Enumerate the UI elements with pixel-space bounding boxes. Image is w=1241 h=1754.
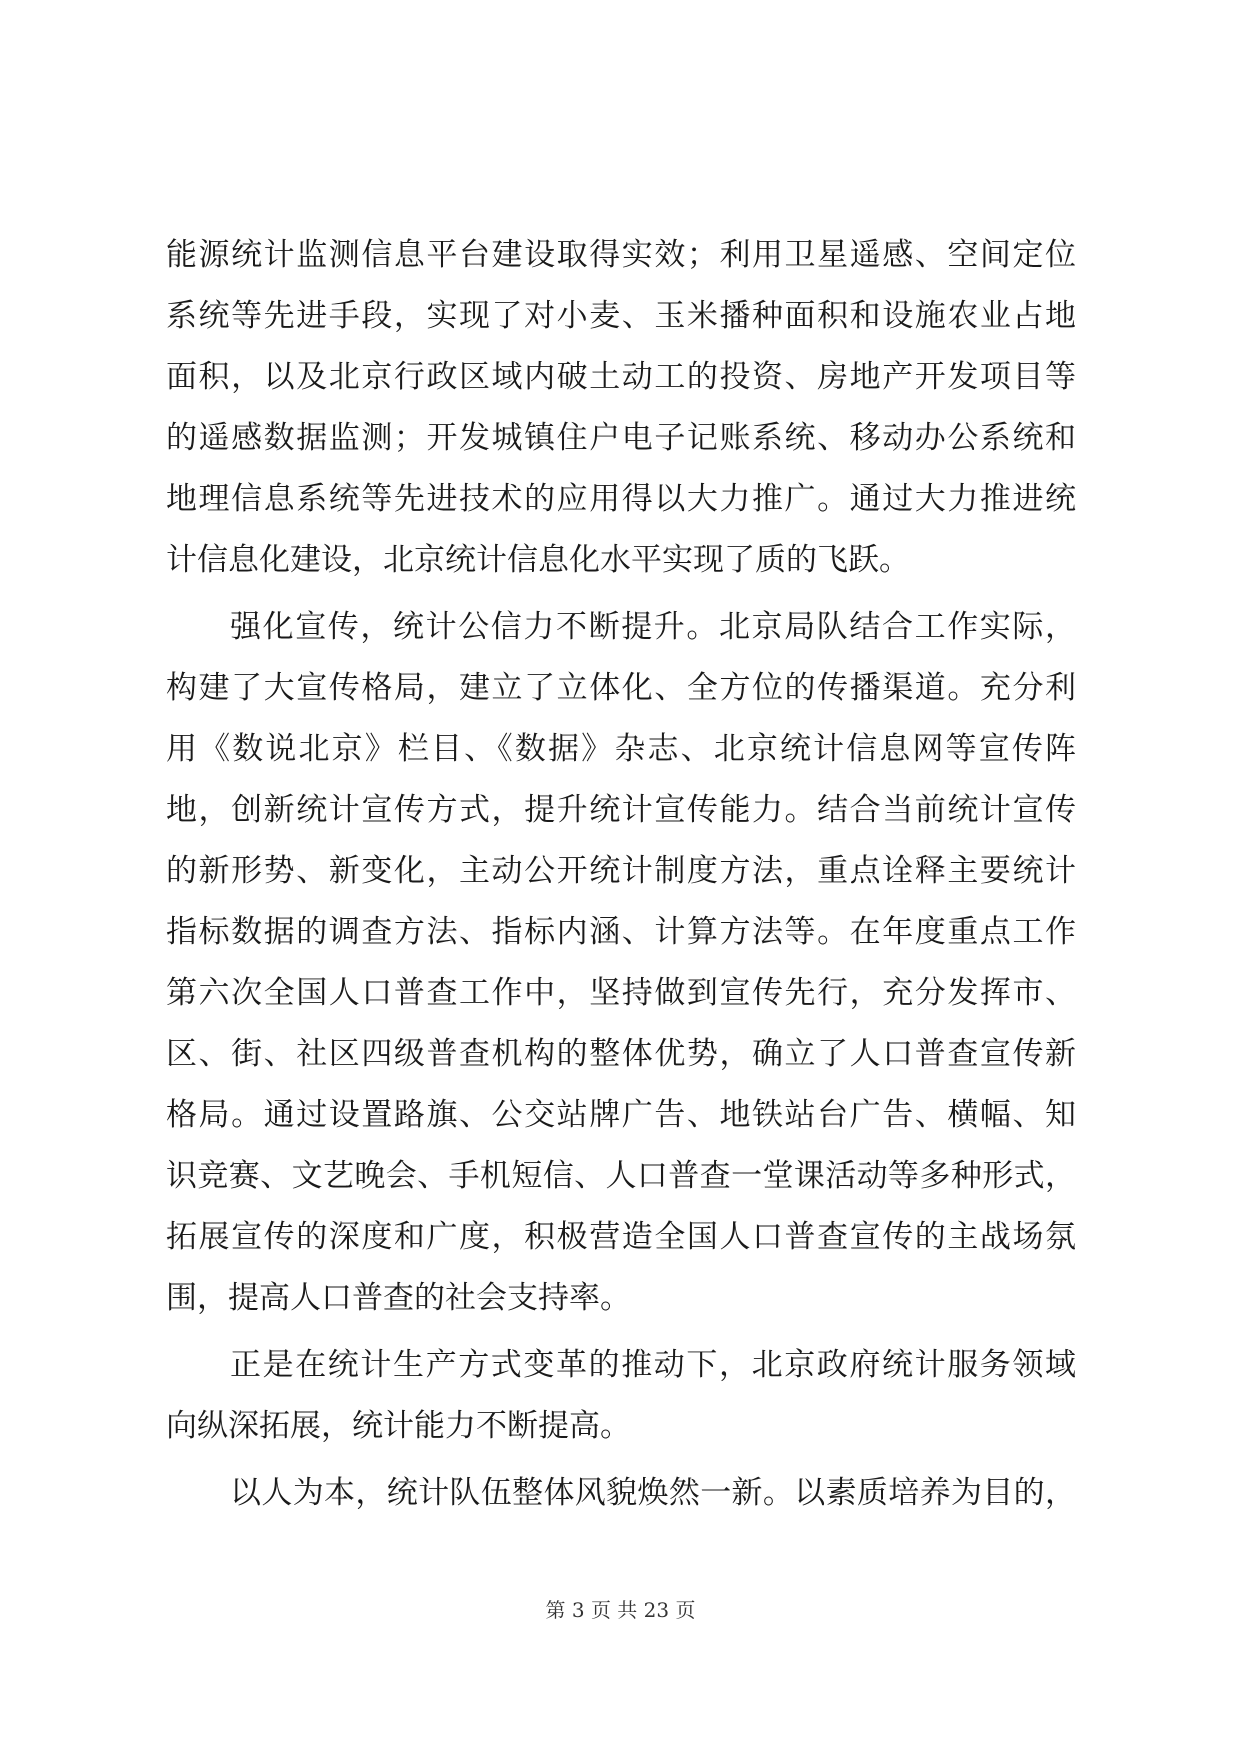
text-line: 向纵深拓展，统计能力不断提高。 xyxy=(166,1408,631,1444)
page-number: 第 3 页 共 23 页 xyxy=(545,1598,696,1622)
text-line: 面积，以及北京行政区域内破土动工的投资、房地产开发项目等 xyxy=(166,359,1076,395)
text-line: 围，提高人口普查的社会支持率。 xyxy=(166,1280,631,1316)
text-line: 区、街、社区四级普查机构的整体优势，确立了人口普查宣传新 xyxy=(166,1036,1076,1072)
page-footer xyxy=(0,1594,1241,1623)
text-line: 强化宣传，统计公信力不断提升。北京局队结合工作实际， xyxy=(230,609,1076,645)
text-line: 地理信息系统等先进技术的应用得以大力推广。通过大力推进统 xyxy=(166,481,1076,517)
text-line: 构建了大宣传格局，建立了立体化、全方位的传播渠道。充分利 xyxy=(166,670,1076,706)
text-line: 能源统计监测信息平台建设取得实效；利用卫星遥感、空间定位 xyxy=(166,237,1076,273)
text-line: 用《数说北京》栏目、《数据》杂志、北京统计信息网等宣传阵 xyxy=(166,731,1076,767)
text-line: 指标数据的调查方法、指标内涵、计算方法等。在年度重点工作 xyxy=(166,914,1076,950)
text-line: 正是在统计生产方式变革的推动下，北京政府统计服务领域 xyxy=(230,1347,1076,1383)
text-line: 格局。通过设置路旗、公交站牌广告、地铁站台广告、横幅、知 xyxy=(166,1097,1076,1133)
document-body xyxy=(166,225,1076,1524)
text-line: 系统等先进手段，实现了对小麦、玉米播种面积和设施农业占地 xyxy=(166,298,1076,334)
text-line: 拓展宣传的深度和广度，积极营造全国人口普查宣传的主战场氛 xyxy=(166,1219,1076,1255)
text-line: 计信息化建设，北京统计信息化水平实现了质的飞跃。 xyxy=(166,542,910,578)
text-line: 地，创新统计宣传方式，提升统计宣传能力。结合当前统计宣传 xyxy=(166,792,1076,828)
text-line: 以人为本，统计队伍整体风貌焕然一新。以素质培养为目的， xyxy=(230,1475,1076,1511)
text-line: 识竞赛、文艺晚会、手机短信、人口普查一堂课活动等多种形式， xyxy=(166,1158,1076,1194)
text-line: 的遥感数据监测；开发城镇住户电子记账系统、移动办公系统和 xyxy=(166,420,1076,456)
text-line: 第六次全国人口普查工作中，坚持做到宣传先行，充分发挥市、 xyxy=(166,975,1076,1011)
text-line: 的新形势、新变化，主动公开统计制度方法，重点诠释主要统计 xyxy=(166,853,1076,889)
